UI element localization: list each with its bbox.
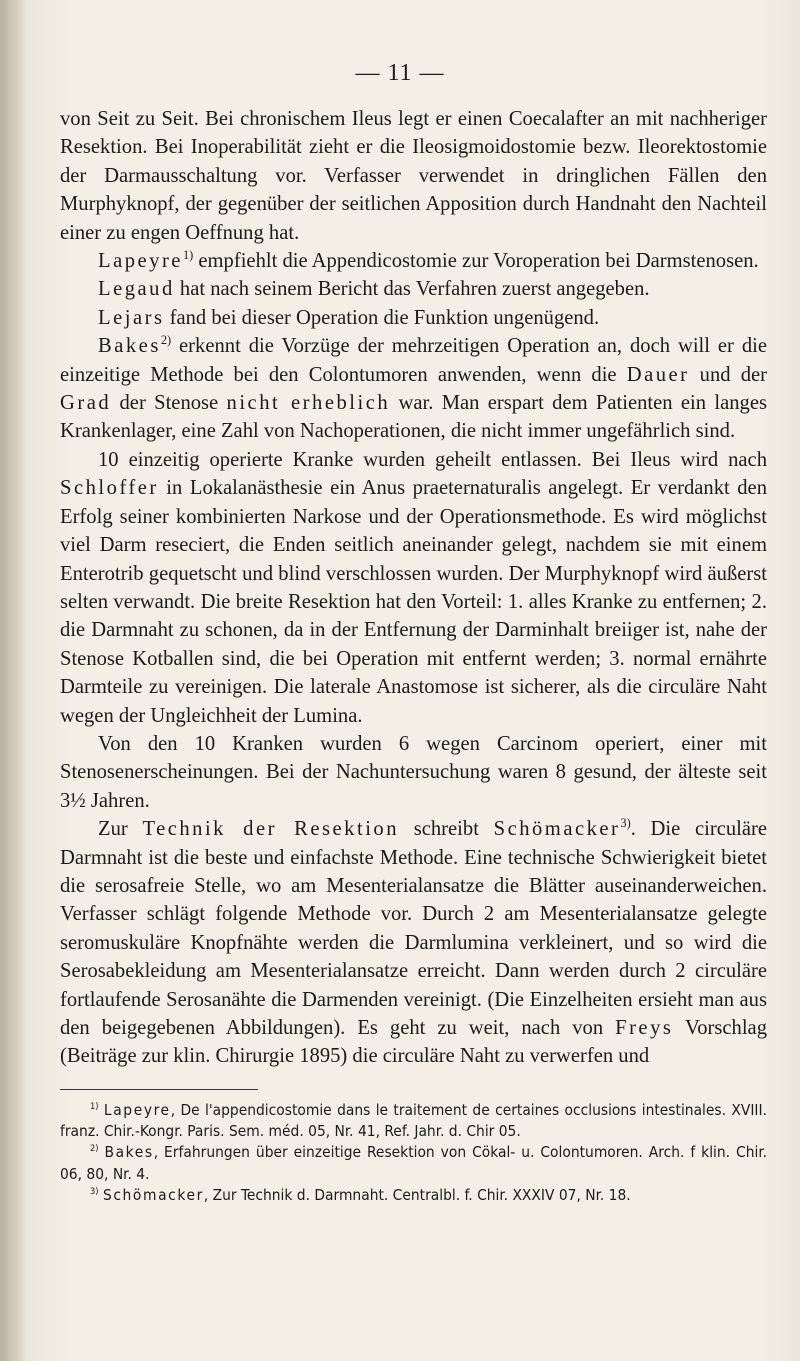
spaced-name: Lapeyre: [103, 1100, 171, 1119]
footnote-marker: 3): [90, 1185, 99, 1197]
spaced-name: nicht erheblich: [226, 392, 391, 415]
text-run: war. Man erspart dem Patienten ein langes Krankenlager, eine Zahl von Nachoperationen, die nicht immer ungefährlich sind.: [60, 392, 767, 443]
spaced-name: Grad: [60, 392, 112, 415]
text-run: . Die circuläre Darmnaht ist die beste und einfachste Methode. Eine technische Schwierigkeit bietet die serosafreie Stelle, wo am Mesenterialansatze die Blätter auseinanderweichen. Verfasser schlägt folgende Methode vor. Durch 2 am Mesenterialansatze gelegte seromuskuläre Knopfnähte werden die Darmlumina verkleinert, und so wird die Serosabekleidung am Mesenterialansatze erreicht. Dann werden durch 2 circuläre fortlaufende Serosanähte die Darmenden vereinigt. (Die Einzelheiten ersieht man aus den beigegebenen Abbildungen). Es geht zu weit, nach von: [60, 818, 767, 1039]
paragraph: [60, 247, 767, 275]
text-run: von Seit zu Seit. Bei chronischem Ileus legt er einen Coecalafter an mit nachheriger Resektion. Bei Inoperabilität zieht er die Ileosigmoidostomie bezw. Ileorektostomie der Darmausschaltung vor. Verfasser verwendet in dringlichen Fällen den Murphyknopf, der gegenüber der seitlichen Apposition durch Handnaht den Nachteil einer zu engen Oeffnung hat.: [60, 108, 767, 244]
spaced-name: Lejars: [98, 306, 165, 329]
text-run: schreibt: [399, 818, 494, 841]
paragraph: [60, 730, 767, 815]
spaced-name: Dauer: [626, 363, 690, 386]
paragraph: [60, 105, 767, 247]
text-run: in Lokalanästhesie ein Anus praeternaturalis angelegt. Er verdankt den Erfolg seiner kombinierten Narkose und der Operationsmethode. Es wird möglichst viel Darm reseciert, die Enden seitlich aneinander gelegt, nachdem sie mit einem Enterotrib gequetscht und blind verschlossen wurden. Der Murphyknopf wird äußerst selten verwandt. Die breite Resektion hat den Vorteil: 1. alles Kranke zu entfernen; 2. die Darmnaht zu schonen, da in der Entfernung der Darminhalt breiiger ist, nahe der Stenose Kotballen sind, die bei Operation mit entfernt werden; 3. normal ernährte Darmteile zu vereinigen. Die laterale Anastomose ist sicherer, als die circuläre Naht wegen der Ungleichheit der Lumina.: [60, 477, 767, 727]
footnote: [60, 1100, 767, 1143]
paragraph: [60, 304, 767, 332]
footnote-marker: 3): [620, 816, 631, 831]
spaced-name: Schömacker: [102, 1186, 204, 1204]
footnote-marker: 2): [160, 333, 172, 348]
spaced-name: Schömacker: [493, 818, 621, 841]
paragraph: [60, 275, 767, 303]
text-run: fand bei dieser Operation die Funktion ungenügend.: [164, 306, 600, 329]
text-run: und der: [689, 363, 767, 386]
text-run: , Erfahrungen über einzeitige Resektion von Cökal- u. Colontumoren. Arch. f klin. Chir. 06, 80, Nr. 4.: [60, 1143, 767, 1183]
paragraph: [60, 446, 767, 730]
spaced-name: Bakes: [104, 1143, 154, 1162]
text-run: , Zur Technik d. Darmnaht. Centralbl. f. Chir. XXXIV 07, Nr. 18.: [203, 1186, 631, 1204]
paragraph: [60, 332, 767, 446]
text-run: , De l'appendicostomie dans le traitement de certaines occlusions intestinales. XVIII. franz. Chir.-Kongr. Paris. Sem. méd. 05, Nr. 41, Ref. Jahr. d. Chir 05.: [60, 1100, 767, 1141]
footnote-rule: [60, 1089, 258, 1090]
spaced-name: Freys: [615, 1017, 674, 1039]
text-run: Vorschlag (Beiträge zur klin. Chirurgie 1895) die circuläre Naht zu verwerfen und: [60, 1017, 767, 1068]
spaced-name: Bakes: [98, 335, 161, 358]
text-run: 10 einzeitig operierte Kranke wurden geheilt entlassen. Bei Ileus wird nach: [98, 448, 767, 471]
text-run: Zur: [98, 818, 143, 841]
body-text: [60, 105, 767, 1071]
footnote: [60, 1185, 767, 1206]
footnote-marker: 1): [182, 248, 194, 263]
footnotes: [60, 1100, 767, 1206]
footnote-marker: 2): [90, 1143, 99, 1155]
page-number: — 11 —: [355, 60, 445, 86]
text-run: hat nach seinem Bericht das Verfahren zuerst angegeben.: [174, 278, 650, 301]
text-run: empfiehlt die Appendicostomie zur Voroperation bei Darmstenosen.: [193, 250, 759, 273]
spaced-name: Technik der Resektion: [142, 818, 400, 841]
footnote: [60, 1142, 767, 1185]
spaced-name: Legaud: [98, 278, 175, 301]
footnote-marker: 1): [90, 1100, 99, 1112]
text-run: Von den 10 Kranken wurden 6 wegen Carcinom operiert, einer mit Stenosenerscheinungen. Bei der Nachuntersuchung waren 8 gesund, der älteste seit 3½ Jahren.: [60, 732, 767, 812]
text-run: erkennt die Vorzüge der mehrzeitigen Operation an, doch will er die einzeitige Methode bei den Colontumoren anwenden, wenn die: [60, 335, 767, 386]
page-content: [60, 105, 767, 1206]
paragraph: [60, 815, 767, 1071]
spaced-name: Schloffer: [60, 477, 159, 500]
page-binding-edge: [0, 0, 26, 1361]
spaced-name: Lapeyre: [98, 250, 183, 273]
text-run: der Stenose: [111, 392, 227, 415]
